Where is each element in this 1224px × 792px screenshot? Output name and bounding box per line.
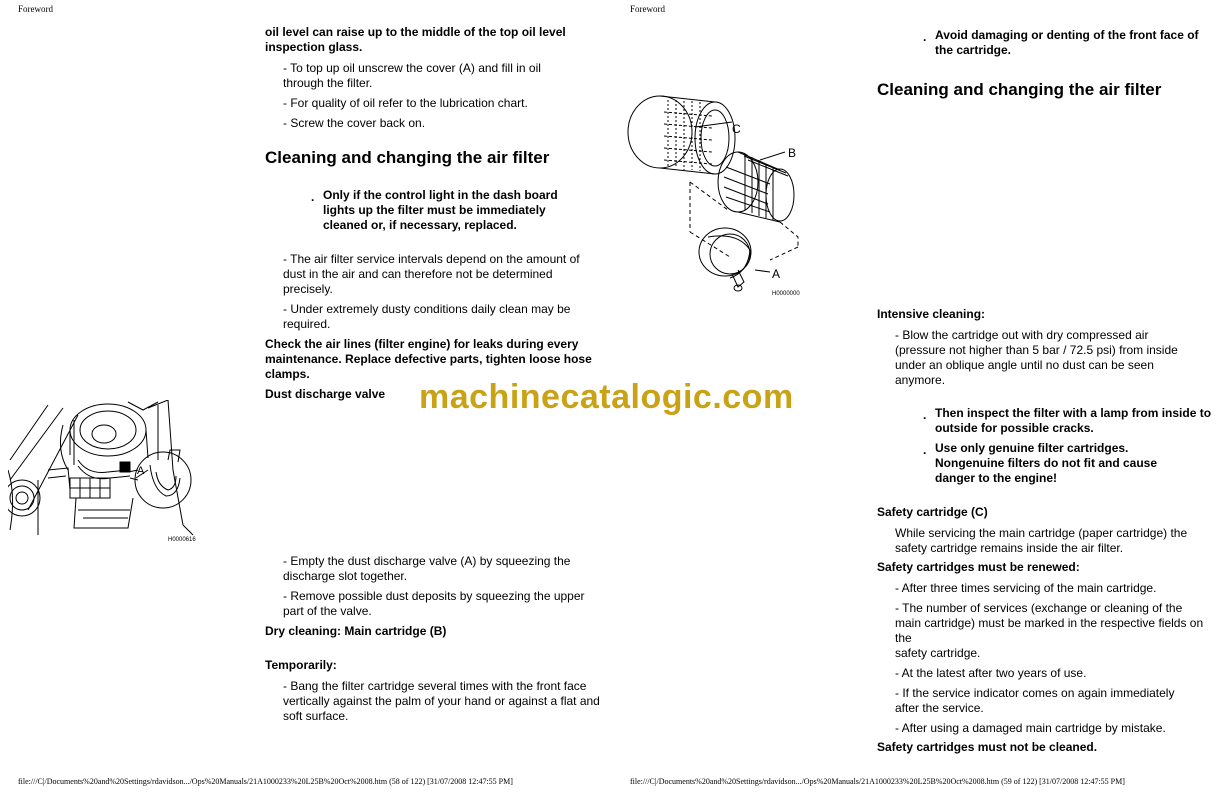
- oil-level-intro: oil level can raise up to the middle of the top oil level inspection glass.: [265, 25, 566, 54]
- bang-cartridge-line-2: soft surface.: [283, 709, 349, 723]
- oil-quality-step: - For quality of oil refer to the lubrication chart.: [283, 96, 528, 110]
- page-header-right: Foreword: [630, 4, 665, 14]
- renew-after-three: - After three times servicing of the main cartridge.: [895, 581, 1157, 595]
- screw-cover-step: - Screw the cover back on.: [283, 116, 426, 130]
- bullet-dot: .: [311, 190, 315, 204]
- bullet-dot: .: [923, 408, 927, 422]
- air-filter-exploded-figure: [620, 82, 810, 297]
- not-cleaned-note: Safety cartridges must not be cleaned.: [877, 740, 1098, 754]
- watermark: machinecatalogic.com: [419, 378, 794, 416]
- remove-deposits-step: - Remove possible dust deposits by squeezing the upper part of the valve.: [283, 589, 585, 618]
- temporarily-title: Temporarily:: [265, 658, 337, 672]
- renew-number-marked: [895, 601, 1205, 661]
- renew-indicator: - If the service indicator comes on again immediately after the service.: [895, 686, 1175, 715]
- dry-cleaning-title: Dry cleaning: Main cartridge (B): [265, 624, 447, 638]
- intensive-cleaning-title: Intensive cleaning:: [877, 307, 986, 321]
- safety-cartridge-title: Safety cartridge (C): [877, 505, 988, 519]
- warning-text: Only if the control light in the dash board lights up the filter must be immediately cleaned or, if necessary, replaced.: [323, 188, 558, 232]
- figure-label-b: B: [788, 146, 797, 160]
- renew-damaged: - After using a damaged main cartridge by mistake.: [895, 721, 1166, 735]
- renew-two-years: - At the latest after two years of use.: [895, 666, 1087, 680]
- bang-cartridge-step: [283, 679, 601, 724]
- warning-bullet: [311, 188, 576, 233]
- figure-label-c: C: [732, 122, 741, 136]
- figure-code-left: H0000616: [168, 537, 196, 543]
- bang-cartridge-line-1: - Bang the filter cartridge several times with the front face vertically against the palm of your hand or against a flat and: [283, 679, 600, 708]
- section-title-right: Cleaning and changing the air filter: [877, 80, 1162, 99]
- renew-number-marked-line-2: safety cartridge.: [895, 646, 981, 660]
- inspect-filter-bullet: [923, 406, 1215, 436]
- dusty-conditions-text: - Under extremely dusty conditions daily clean may be required.: [283, 302, 571, 331]
- avoid-damage-bullet: [923, 28, 1215, 58]
- figure-code-right: H0000000: [772, 291, 800, 297]
- genuine-cartridges-text: Use only genuine filter cartridges. Nongenuine filters do not fit and cause danger to the engine!: [935, 441, 1158, 485]
- bullet-dot: .: [923, 443, 927, 457]
- empty-valve-step: - Empty the dust discharge valve (A) by squeezing the discharge slot together.: [283, 554, 571, 583]
- genuine-cartridges-bullet: [923, 441, 1185, 486]
- dust-valve-title: Dust discharge valve: [265, 387, 386, 401]
- check-air-lines: Check the air lines (filter engine) for leaks during every maintenance. Replace defective parts, tighten loose hose clamps.: [265, 337, 592, 381]
- oil-topup-step: - To top up oil unscrew the cover (A) and fill in oil through the filter.: [283, 61, 541, 90]
- page-footer-left: file:///C|/Documents%20and%20Settings/rdavidson.../Ops%20Manuals/21A1000233%20L25B%20Oct%2008.htm (58 of 122) [31/07/2008 12:47:55 PM]: [18, 777, 513, 786]
- inspect-filter-text: Then inspect the filter with a lamp from inside to outside for possible cracks.: [935, 406, 1212, 435]
- figure-label-a-left: A: [137, 465, 145, 477]
- dust-valve-figure: [8, 400, 198, 545]
- renew-number-marked-line-1: - The number of services (exchange or cleaning of the main cartridge) must be marked in the respective fields on the: [895, 601, 1204, 645]
- figure-label-a-right: A: [772, 267, 781, 281]
- safety-cartridge-text: While servicing the main cartridge (paper cartridge) the safety cartridge remains inside the air filter.: [895, 526, 1188, 555]
- service-intervals-text: - The air filter service intervals depend on the amount of dust in the air and can therefore not be determined precisely.: [283, 252, 580, 296]
- page-header-left: Foreword: [18, 4, 53, 14]
- bullet-dot: .: [923, 30, 927, 44]
- page-footer-right: file:///C|/Documents%20and%20Settings/rdavidson.../Ops%20Manuals/21A1000233%20L25B%20Oct%2008.htm (59 of 122) [31/07/2008 12:47:55 PM]: [630, 777, 1125, 786]
- renewed-title: Safety cartridges must be renewed:: [877, 560, 1080, 574]
- blow-cartridge-step: - Blow the cartridge out with dry compressed air (pressure not higher than 5 bar / 72.5 psi) from inside under an oblique angle until no dust can be seen anymore.: [895, 328, 1178, 387]
- avoid-damage-text: Avoid damaging or denting of the front face of the cartridge.: [935, 28, 1199, 57]
- section-title-left: Cleaning and changing the air filter: [265, 148, 550, 167]
